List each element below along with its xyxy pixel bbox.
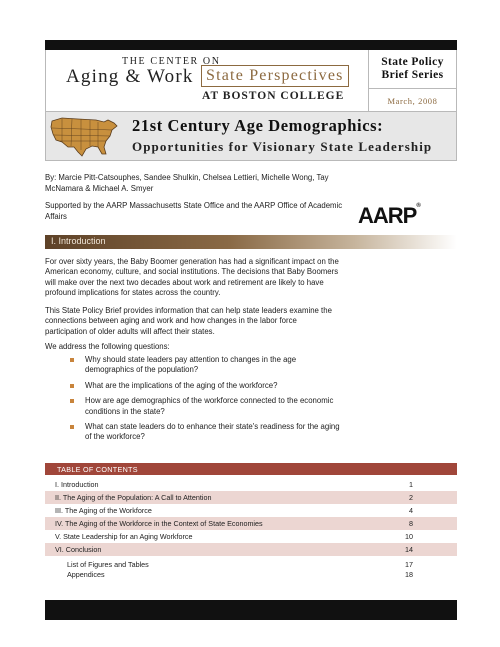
toc-row[interactable] bbox=[45, 543, 457, 556]
toc-page: 17 bbox=[405, 560, 413, 569]
toc-page: 10 bbox=[405, 532, 413, 541]
toc-label: I. Introduction bbox=[55, 480, 99, 489]
publication-date: March, 2008 bbox=[387, 96, 438, 106]
series-title bbox=[369, 56, 456, 82]
toc-page: 1 bbox=[409, 480, 413, 489]
toc-page: 2 bbox=[409, 493, 413, 502]
toc-row[interactable] bbox=[45, 504, 457, 517]
support-statement: Supported by the AARP Massachusetts State Office and the AARP Office of Academic Affairs bbox=[45, 201, 343, 221]
bullet-icon bbox=[70, 425, 74, 429]
list-item bbox=[45, 355, 345, 376]
us-map-icon bbox=[48, 114, 120, 158]
question-text: What are the implications of the aging of the workforce? bbox=[85, 380, 278, 390]
toc-row[interactable] bbox=[45, 478, 457, 491]
toc-row[interactable] bbox=[45, 517, 457, 530]
bullet-icon bbox=[70, 358, 74, 362]
bottom-black-bar bbox=[45, 600, 457, 620]
question-text: How are age demographics of the workforce connected to the economic conditions in the state? bbox=[85, 396, 334, 416]
title-line-2: Opportunities for Visionary State Leadership bbox=[132, 139, 433, 154]
title-line-1: 21st Century Age Demographics: bbox=[132, 116, 384, 135]
org-line-1: THE CENTER ON bbox=[122, 56, 221, 67]
series-box bbox=[368, 50, 456, 111]
toc-page: 14 bbox=[405, 545, 413, 554]
bullet-icon bbox=[70, 384, 74, 388]
toc-page: 8 bbox=[409, 519, 413, 528]
section-heading: I. Introduction bbox=[51, 236, 106, 246]
list-item bbox=[45, 422, 345, 443]
toc-label: IV. The Aging of the Workforce in the Context of State Economies bbox=[55, 519, 263, 528]
intro-paragraph-3: We address the following questions: bbox=[45, 342, 170, 351]
toc-row[interactable] bbox=[45, 570, 457, 580]
authors: By: Marcie Pitt-Catsouphes, Sandee Shulkin, Chelsea Lettieri, Michelle Wong, Tay McNamara & Michael A. Smyer bbox=[45, 173, 329, 193]
college-line: AT BOSTON COLLEGE bbox=[202, 90, 345, 102]
toc-page: 18 bbox=[405, 570, 413, 579]
toc-page: 4 bbox=[409, 506, 413, 515]
aarp-logo-text: AARP bbox=[358, 203, 417, 228]
divider bbox=[369, 88, 456, 89]
question-text: Why should state leaders pay attention to changes in the age demographics of the population? bbox=[85, 355, 297, 375]
masthead bbox=[45, 50, 457, 112]
aarp-registered-mark: ® bbox=[416, 203, 421, 209]
toc-row[interactable] bbox=[45, 530, 457, 543]
toc-row[interactable] bbox=[45, 560, 457, 570]
toc-label: VI. Conclusion bbox=[55, 545, 102, 554]
list-item bbox=[45, 381, 345, 391]
table-of-contents bbox=[45, 478, 457, 580]
question-list bbox=[45, 355, 345, 448]
toc-label: II. The Aging of the Population: A Call to Attention bbox=[55, 493, 212, 502]
aarp-logo bbox=[358, 203, 421, 229]
bullet-icon bbox=[70, 399, 74, 403]
center-logo bbox=[56, 56, 376, 108]
title-box bbox=[45, 112, 457, 161]
toc-label: III. The Aging of the Workforce bbox=[55, 506, 152, 515]
top-black-bar bbox=[45, 40, 457, 50]
intro-paragraph-1: For over sixty years, the Baby Boomer generation has had a significant impact on the American economy, culture, and social institutions. The decisions that Baby Boomers will make over the next two decades about work and retirement are likely to have profound implications for states across the country. bbox=[45, 257, 339, 298]
toc-label: Appendices bbox=[67, 570, 105, 579]
question-text: What can state leaders do to enhance their state's readiness for the aging of the workforce? bbox=[85, 422, 340, 442]
intro-paragraph-2: This State Policy Brief provides information that can help state leaders examine the connections between aging and work and how changes in the labor force participation of older adults will affect their states. bbox=[45, 306, 332, 336]
series-line-1: State Policy bbox=[381, 56, 444, 68]
toc-label: V. State Leadership for an Aging Workforce bbox=[55, 532, 193, 541]
org-line-2: Aging & Work bbox=[66, 66, 194, 87]
toc-row[interactable] bbox=[45, 491, 457, 504]
toc-header bbox=[45, 463, 457, 475]
state-perspectives-label: State Perspectives bbox=[201, 65, 349, 87]
list-item bbox=[45, 396, 345, 417]
section-header-introduction bbox=[45, 235, 457, 249]
toc-label: List of Figures and Tables bbox=[67, 560, 149, 569]
toc-heading: TABLE OF CONTENTS bbox=[57, 465, 138, 474]
series-line-2: Brief Series bbox=[381, 69, 444, 81]
